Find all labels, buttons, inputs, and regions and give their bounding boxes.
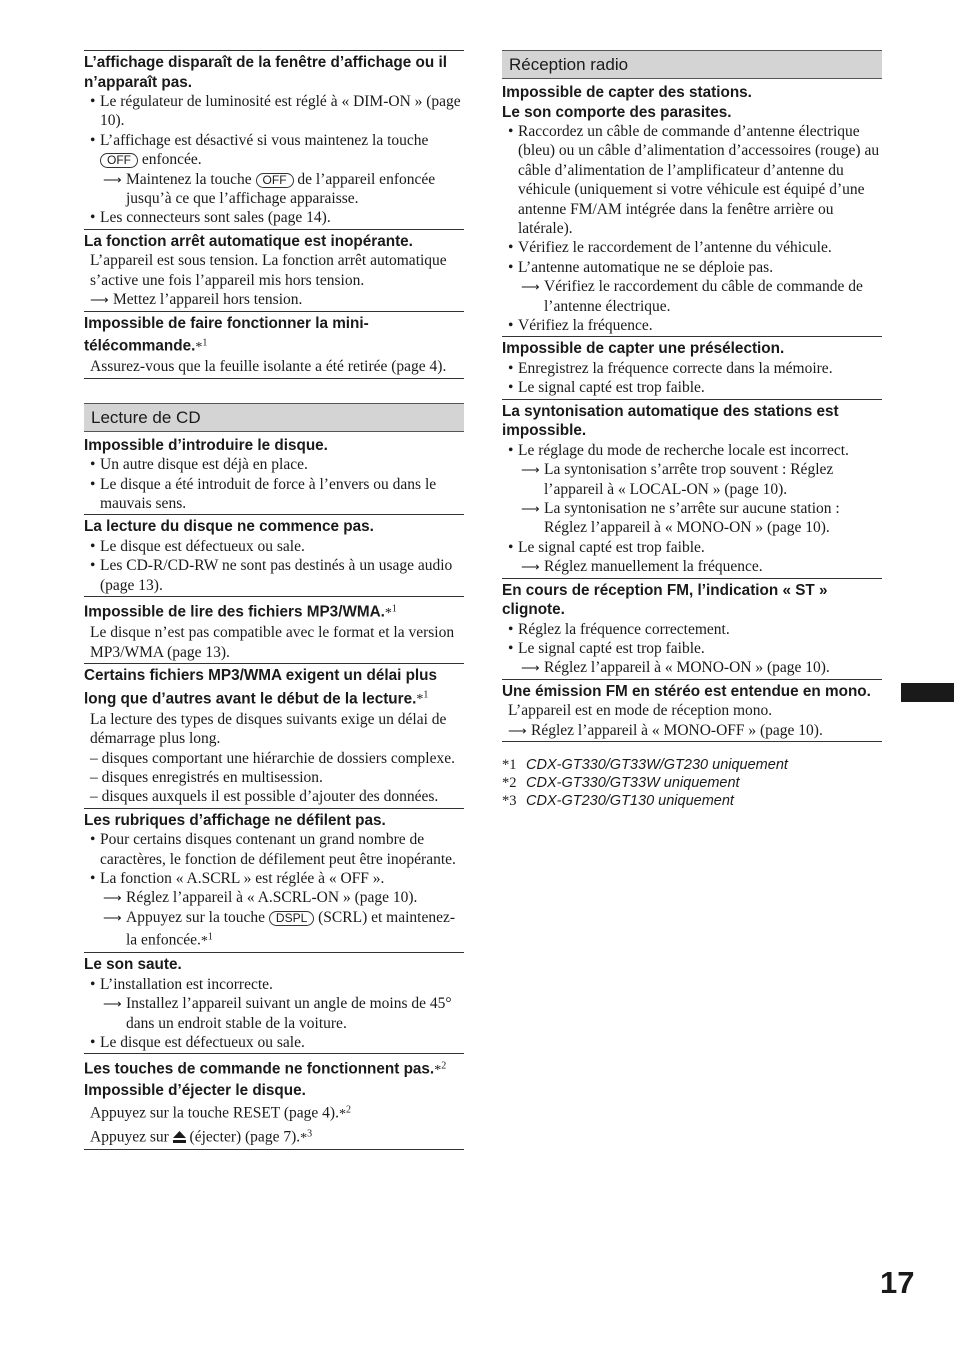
entry-title: Les rubriques d’affichage ne défilent pas. <box>84 811 386 829</box>
entry-preset <box>502 336 882 398</box>
arrow-right-icon: ⟶ <box>521 559 540 575</box>
entry-title: Le son saute. <box>84 956 182 974</box>
bullet: • Enregistrez la fréquence correcte dans la mémoire. <box>502 359 882 378</box>
bullet: • Le réglage du mode de recherche locale est incorrect. <box>502 441 882 460</box>
bullet: • Le régulateur de luminosité est réglé à « DIM-ON » (page 10). <box>84 92 464 131</box>
paragraph: L’appareil est sous tension. La fonction arrêt automatique s’active une fois l’appareil mis hors tension. <box>90 252 447 289</box>
off-key-icon: OFF <box>100 153 138 168</box>
bullet: • L’antenne automatique ne se déploie pas. <box>502 258 882 277</box>
entry-mono <box>502 679 882 742</box>
bullet: • La fonction « A.SCRL » est réglée à « OFF ». <box>84 869 464 888</box>
left-column <box>84 50 464 1150</box>
bullet: • Vérifiez le raccordement de l’antenne du véhicule. <box>502 238 882 257</box>
entry-title: Impossible de capter une présélection. <box>502 340 785 358</box>
right-column <box>502 50 882 810</box>
entry-insert-disc <box>84 434 464 515</box>
arrow-right-icon: ⟶ <box>103 890 122 906</box>
bullet: • Vérifiez la fréquence. <box>502 316 882 335</box>
entry-no-stations <box>502 81 882 336</box>
section-header-radio: Réception radio <box>502 50 882 79</box>
page-number: 17 <box>880 1265 915 1300</box>
action: ⟶ Maintenez la touche OFF de l’appareil enfoncée jusqu’à ce que l’affichage apparaisse. <box>103 170 436 208</box>
section-tab-marker <box>901 683 954 702</box>
footnote: *1 CDX-GT330/GT33W/GT230 uniquement <box>502 757 788 774</box>
entry-title: Impossible de faire fonctionner la mini-télécommande.*$^1$ <box>84 314 369 355</box>
bullet: • Les CD-R/CD-RW ne sont pas destinés à un usage audio (page 13). <box>84 556 464 595</box>
bullet: • Le disque est défectueux ou sale. <box>84 537 464 556</box>
bullet: • Un autre disque est déjà en place. <box>84 455 464 474</box>
arrow-right-icon: ⟶ <box>90 292 109 308</box>
paragraph: Le disque n’est pas compatible avec le format et la version MP3/WMA (page 13). <box>90 624 455 661</box>
bullet: • Le signal capté est trop faible. <box>502 639 882 658</box>
entry-st-flashes <box>502 578 882 679</box>
action: ⟶ La syntonisation s’arrête trop souvent : Réglez l’appareil à « LOCAL-ON » (page 10). <box>521 461 834 498</box>
arrow-right-icon: ⟶ <box>521 660 540 676</box>
action: ⟶ Vérifiez le raccordement du câble de commande de l’antenne électrique. <box>521 278 863 315</box>
arrow-right-icon: ⟶ <box>103 171 122 187</box>
action: ⟶ Appuyez sur la touche DSPL (SCRL) et maintenez-la enfoncée.*$^1$ <box>103 908 456 949</box>
entry-title: En cours de réception FM, l’indication « ST » clignote. <box>502 581 828 619</box>
action: ⟶ Réglez l’appareil à « MONO-ON » (page 10). <box>521 659 830 677</box>
entry-title: La lecture du disque ne commence pas. <box>84 518 374 536</box>
entry-title: La syntonisation automatique des stations est impossible. <box>502 402 839 440</box>
arrow-right-icon: ⟶ <box>508 722 527 738</box>
entry-playback-start <box>84 514 464 596</box>
entry-title: Le son comporte des parasites. <box>502 103 732 121</box>
entry-remote <box>84 311 464 379</box>
paragraph: Assurez-vous que la feuille isolante a été retirée (page 4). <box>90 358 447 376</box>
bullet: • Raccordez un câble de commande d’antenne électrique (bleu) ou un câble d’alimentation d’accessoires (rouge) au câble d’alimentation de l’amplificateur d’antenne du véhicule (uniquement si votre véhicule est équipé d’une antenne FM/AM intégrée dans la fenêtre arrière ou latérale). <box>502 122 882 238</box>
action: ⟶ Réglez l’appareil à « A.SCRL-ON » (page 10). <box>103 889 418 907</box>
arrow-right-icon: ⟶ <box>103 996 122 1012</box>
dash-item: – disques enregistrés en multisession. <box>90 768 323 786</box>
action: ⟶ Réglez manuellement la fréquence. <box>521 558 763 576</box>
paragraph: La lecture des types de disques suivants exige un délai de démarrage plus long. <box>90 710 447 748</box>
entry-title: Les touches de commande ne fonctionnent pas.*$^2$ <box>84 1060 447 1079</box>
entry-scroll <box>84 808 464 953</box>
action: ⟶ Réglez l’appareil à « MONO-OFF » (page 10). <box>508 721 823 739</box>
footnote: *3 CDX-GT230/GT130 uniquement <box>502 793 734 810</box>
entry-title: Certains fichiers MP3/WMA exigent un délai plus long que d’autres avant le début de la lecture.*$^1$ <box>84 667 438 708</box>
bullet: • Le signal capté est trop faible. <box>502 378 882 397</box>
entry-sound-skips <box>84 952 464 1053</box>
entry-mp3-wma <box>84 596 464 663</box>
action: ⟶ Installez l’appareil suivant un angle de moins de 45° dans un endroit stable de la voiture. <box>103 995 452 1032</box>
eject-icon <box>173 1131 186 1143</box>
dspl-key-icon: DSPL <box>269 911 314 926</box>
paragraph: Appuyez sur la touche RESET (page 4).*$^2$ <box>90 1104 351 1122</box>
entry-title: L’affichage disparaît de la fenêtre d’affichage ou il n’apparaît pas. <box>84 54 447 91</box>
entry-buttons-eject <box>84 1053 464 1150</box>
entry-mp3-delay <box>84 663 464 808</box>
bullet: • L’affichage est désactivé si vous maintenez la touche OFF enfoncée. <box>84 131 464 170</box>
entry-title: Une émission FM en stéréo est entendue en mono. <box>502 682 871 700</box>
bullet: • Réglez la fréquence correctement. <box>502 620 882 639</box>
entry-title: Impossible de capter des stations. <box>502 84 752 101</box>
arrow-right-icon: ⟶ <box>103 909 122 925</box>
footnote: *2 CDX-GT330/GT33W uniquement <box>502 775 740 792</box>
paragraph: L’appareil est en mode de réception mono. <box>508 702 773 720</box>
arrow-right-icon: ⟶ <box>521 462 540 478</box>
bullet: • Pour certains disques contenant un grand nombre de caractères, le fonction de défilement peut être inopérante. <box>84 830 464 869</box>
bullet: • L’installation est incorrecte. <box>84 975 464 994</box>
entry-auto-off <box>84 229 464 311</box>
action: ⟶ La syntonisation ne s’arrête sur aucune station : Réglez l’appareil à « MONO-ON » (page 10). <box>521 500 840 537</box>
bullet: • Le signal capté est trop faible. <box>502 538 882 557</box>
bullet: • Le disque a été introduit de force à l’envers ou dans le mauvais sens. <box>84 475 464 514</box>
arrow-right-icon: ⟶ <box>521 501 540 516</box>
entry-title: La fonction arrêt automatique est inopérante. <box>84 232 413 250</box>
entry-title: Impossible d’éjecter le disque. <box>84 1081 306 1099</box>
off-key-icon: OFF <box>256 173 294 188</box>
bullet: • Les connecteurs sont sales (page 14). <box>84 208 464 227</box>
action: ⟶ Mettez l’appareil hors tension. <box>90 291 303 309</box>
bullet: • Le disque est défectueux ou sale. <box>84 1033 464 1052</box>
dash-item: – disques comportant une hiérarchie de dossiers complexe. <box>90 749 455 767</box>
footnotes <box>502 756 882 810</box>
entry-auto-tuning <box>502 399 882 578</box>
arrow-right-icon: ⟶ <box>521 279 540 295</box>
paragraph: Appuyez sur (éjecter) (page 7).*$^3$ <box>90 1128 313 1146</box>
dash-item: – disques auxquels il est possible d’ajouter des données. <box>90 788 439 806</box>
entry-title: Impossible d’introduire le disque. <box>84 436 328 454</box>
entry-display-disappears <box>84 50 464 229</box>
section-header-cd: Lecture de CD <box>84 403 464 432</box>
entry-title: Impossible de lire des fichiers MP3/WMA.*$^1$ <box>84 603 397 621</box>
